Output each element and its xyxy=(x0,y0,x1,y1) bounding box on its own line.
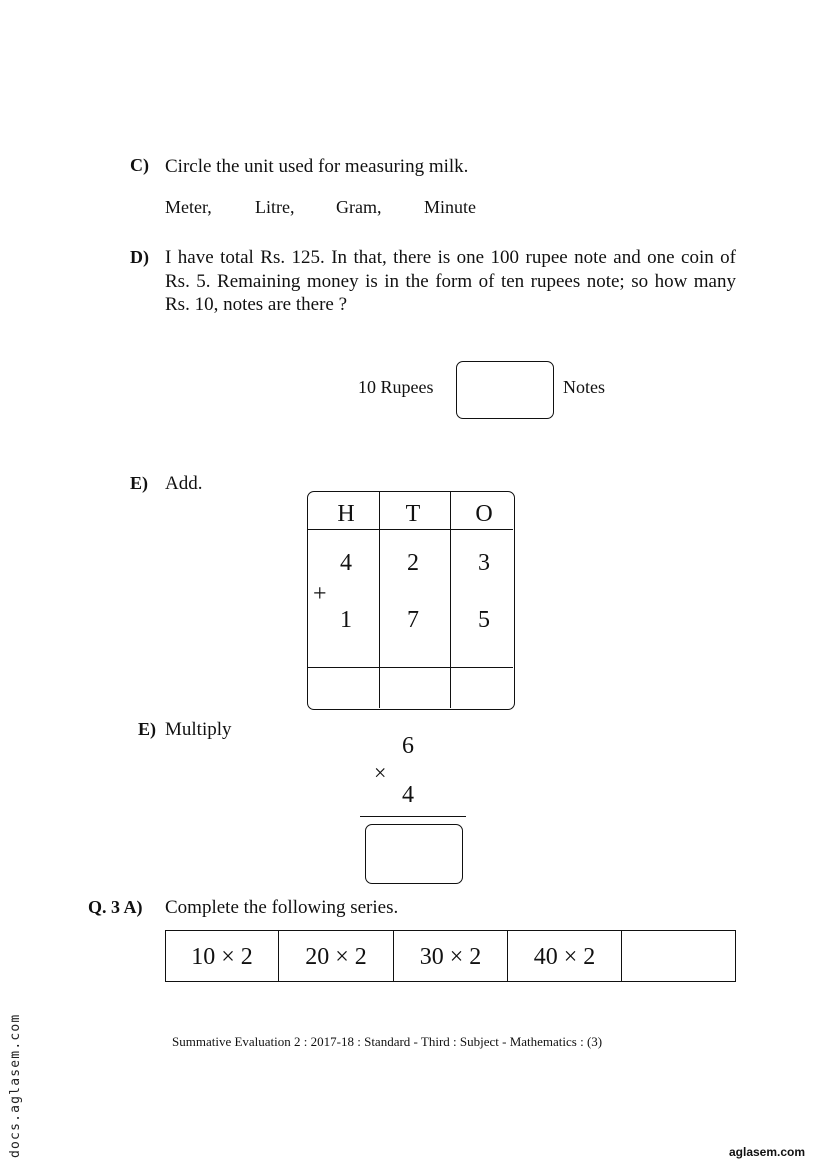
option-litre[interactable]: Litre, xyxy=(255,197,295,217)
header-hundreds: H xyxy=(337,501,355,527)
question-d-text: I have total Rs. 125. In that, there is one 100 rupee note and one coin of Rs. 5. Remaining money is in the form of ten rupees note; so how many Rs. 10, notes are there ? xyxy=(165,247,736,315)
rupees-label: 10 Rupees xyxy=(358,377,434,397)
question-3a-label: Q. 3 A) xyxy=(88,897,143,917)
product-answer-box[interactable] xyxy=(365,824,463,884)
answer-ones-cell[interactable] xyxy=(451,669,513,707)
multiply-rule xyxy=(360,816,466,817)
plus-sign: + xyxy=(313,581,327,607)
answer-hundreds-cell[interactable] xyxy=(308,669,379,707)
row2-tens: 7 xyxy=(407,607,419,633)
question-e-multiply-text: Multiply xyxy=(165,719,232,740)
notes-label: Notes xyxy=(563,377,605,397)
watermark: docs.aglasem.com xyxy=(8,1013,23,1158)
multiplicand: 6 xyxy=(402,733,414,759)
header-ones: O xyxy=(475,501,493,527)
row1-hundreds: 4 xyxy=(340,550,352,576)
header-tens: T xyxy=(405,501,421,527)
question-e-add-label: E) xyxy=(130,473,148,493)
series-cell: 40 × 2 xyxy=(508,931,622,981)
question-c-text: Circle the unit used for measuring milk. xyxy=(165,156,469,177)
addition-table xyxy=(307,491,515,710)
notes-answer-box[interactable] xyxy=(456,361,554,419)
header-divider xyxy=(308,529,513,530)
question-c-label: C) xyxy=(130,155,149,175)
brand-logo-text: aglasem.com xyxy=(729,1145,806,1159)
answer-tens-cell[interactable] xyxy=(380,669,450,707)
page-footer: Summative Evaluation 2 : 2017-18 : Standard - Third : Subject - Mathematics : (3) xyxy=(172,1034,603,1049)
option-gram[interactable]: Gram, xyxy=(336,197,382,217)
row2-hundreds: 1 xyxy=(340,607,352,633)
option-meter[interactable]: Meter, xyxy=(165,197,212,217)
row1-ones: 3 xyxy=(478,550,490,576)
question-d-label: D) xyxy=(130,247,149,267)
series-cell: 10 × 2 xyxy=(166,931,279,981)
answer-divider xyxy=(308,667,513,668)
multiply-sign: × xyxy=(374,760,387,785)
question-e-add-text: Add. xyxy=(165,473,203,494)
series-table xyxy=(165,930,736,982)
series-cell: 20 × 2 xyxy=(279,931,394,981)
option-minute[interactable]: Minute xyxy=(424,197,476,217)
multiplier: 4 xyxy=(402,782,414,808)
row2-ones: 5 xyxy=(478,607,490,633)
series-answer-cell[interactable] xyxy=(622,931,734,981)
series-cell: 30 × 2 xyxy=(394,931,508,981)
row1-tens: 2 xyxy=(407,550,419,576)
question-3a-text: Complete the following series. xyxy=(165,897,399,918)
question-e-multiply-label: E) xyxy=(138,719,156,739)
